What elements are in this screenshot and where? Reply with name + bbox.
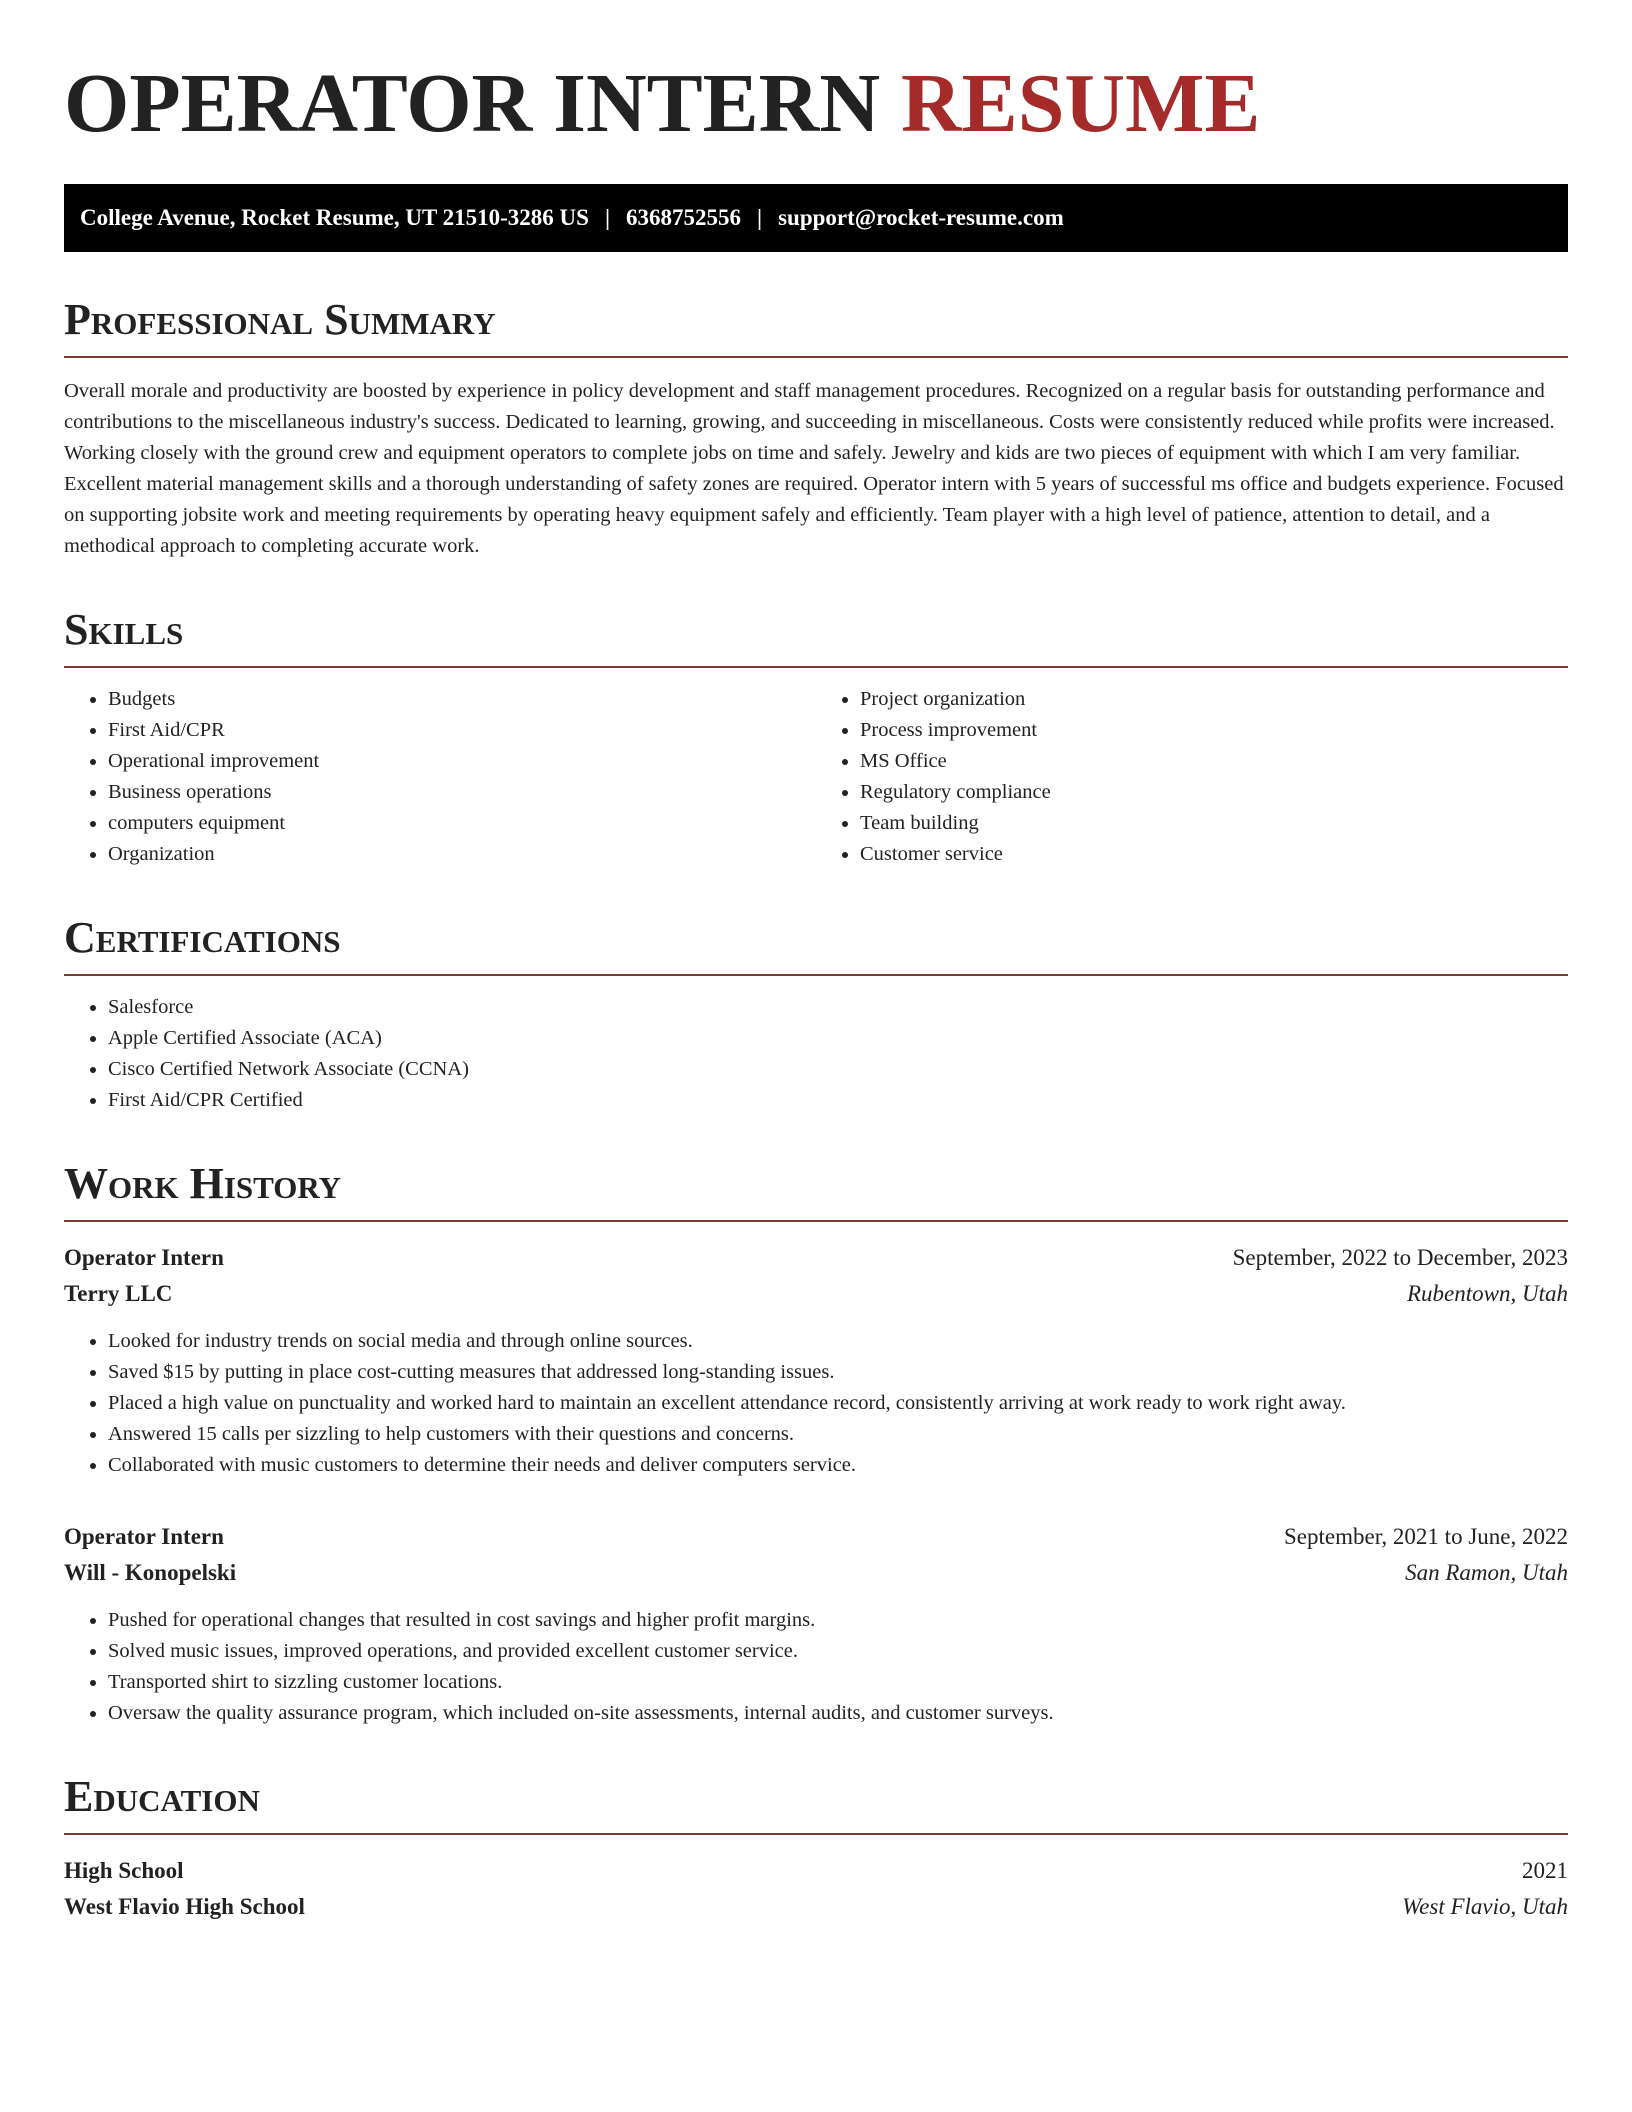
job-title: Operator Intern [64, 1524, 224, 1549]
list-item: • Project organization [860, 684, 1568, 715]
skills-section [64, 606, 1568, 870]
skills-list-left [64, 684, 816, 870]
contact-separator: | [757, 205, 763, 230]
list-item: • Process improvement [860, 715, 1568, 746]
contact-email: support@rocket-resume.com [778, 205, 1064, 230]
job-company: Terry LLC [64, 1281, 173, 1306]
job-title-row [64, 1519, 1568, 1555]
education-degree: High School [64, 1858, 184, 1883]
list-item: • Pushed for operational changes that resulted in cost savings and higher profit margins. [108, 1605, 1568, 1636]
list-item: • Operational improvement [108, 746, 816, 777]
list-item: • Looked for industry trends on social media and through online sources. [108, 1326, 1568, 1357]
contact-bar [64, 184, 1568, 252]
list-item: • Regulatory compliance [860, 777, 1568, 808]
summary-section [64, 296, 1568, 562]
list-item: • Team building [860, 808, 1568, 839]
list-item: • First Aid/CPR Certified [108, 1085, 1568, 1116]
list-item: • computers equipment [108, 808, 816, 839]
education-location: West Flavio, Utah [1402, 1894, 1568, 1919]
list-item: • Business operations [108, 777, 816, 808]
job-entry [64, 1519, 1568, 1729]
certifications-heading: Certifications [64, 914, 1568, 976]
skills-list-right [816, 684, 1568, 870]
list-item: • Budgets [108, 684, 816, 715]
list-item: • Transported shirt to sizzling customer locations. [108, 1667, 1568, 1698]
job-company-row [64, 1555, 1568, 1591]
education-year: 2021 [1522, 1858, 1568, 1883]
certifications-section [64, 914, 1568, 1116]
skills-grid [64, 668, 1568, 870]
certifications-list [64, 992, 1568, 1116]
work-history-section [64, 1160, 1568, 1729]
list-item: • Collaborated with music customers to determine their needs and deliver computers service. [108, 1450, 1568, 1481]
job-entry [64, 1240, 1568, 1481]
list-item: • Salesforce [108, 992, 1568, 1023]
job-bullets [64, 1605, 1568, 1729]
list-item: • Placed a high value on punctuality and worked hard to maintain an excellent attendance record, consistently arriving at work ready to work right away. [108, 1388, 1568, 1419]
job-location: Rubentown, Utah [1407, 1281, 1568, 1306]
job-dates: September, 2022 to December, 2023 [1232, 1245, 1568, 1270]
summary-text: Overall morale and productivity are boosted by experience in policy development and staff management procedures. Recognized on a regular basis for outstanding performance and contributions to the miscellaneous industry's success. Dedicated to learning, growing, and succeeding in miscellaneous. Costs were consistently reduced while profits were increased. Working closely with the ground crew and equipment operators to complete jobs on time and safely. Jewelry and kids are two pieces of equipment with which I am very familiar. Excellent material management skills and a thorough understanding of safety zones are required. Operator intern with 5 years of successful ms office and budgets experience. Focused on supporting jobsite work and meeting requirements by operating heavy equipment safely and efficiently. Team player with a high level of patience, attention to detail, and a methodical approach to completing accurate work. [64, 380, 1564, 557]
summary-heading: Professional Summary [64, 296, 1568, 358]
job-title: Operator Intern [64, 1245, 224, 1270]
list-item: • Solved music issues, improved operations, and provided excellent customer service. [108, 1636, 1568, 1667]
education-section [64, 1773, 1568, 1925]
job-title-row [64, 1240, 1568, 1276]
skills-heading: Skills [64, 606, 1568, 668]
education-degree-row [64, 1853, 1568, 1889]
title-main: OPERATOR INTERN [64, 57, 881, 150]
title-accent: RESUME [901, 57, 1261, 150]
list-item: • Apple Certified Associate (ACA) [108, 1023, 1568, 1054]
list-item: • Oversaw the quality assurance program, which included on-site assessments, internal audits, and customer surveys. [108, 1698, 1568, 1729]
job-company-row [64, 1276, 1568, 1312]
job-dates: September, 2021 to June, 2022 [1284, 1524, 1568, 1549]
page-title [64, 56, 1568, 152]
job-bullets [64, 1326, 1568, 1481]
list-item: • First Aid/CPR [108, 715, 816, 746]
list-item: • Cisco Certified Network Associate (CCNA) [108, 1054, 1568, 1085]
list-item: • Answered 15 calls per sizzling to help customers with their questions and concerns. [108, 1419, 1568, 1450]
job-company: Will - Konopelski [64, 1560, 237, 1585]
education-entry [64, 1853, 1568, 1925]
list-item: • MS Office [860, 746, 1568, 777]
list-item: • Customer service [860, 839, 1568, 870]
contact-separator: | [604, 205, 611, 230]
contact-phone: 6368752556 [626, 205, 742, 230]
job-location: San Ramon, Utah [1405, 1560, 1568, 1585]
list-item: • Organization [108, 839, 816, 870]
list-item: • Saved $15 by putting in place cost-cutting measures that addressed long-standing issues. [108, 1357, 1568, 1388]
education-school: West Flavio High School [64, 1894, 305, 1919]
contact-address: College Avenue, Rocket Resume, UT 21510-3286 US [80, 205, 589, 230]
work-history-heading: Work History [64, 1160, 1568, 1222]
education-school-row [64, 1889, 1568, 1925]
education-heading: Education [64, 1773, 1568, 1835]
